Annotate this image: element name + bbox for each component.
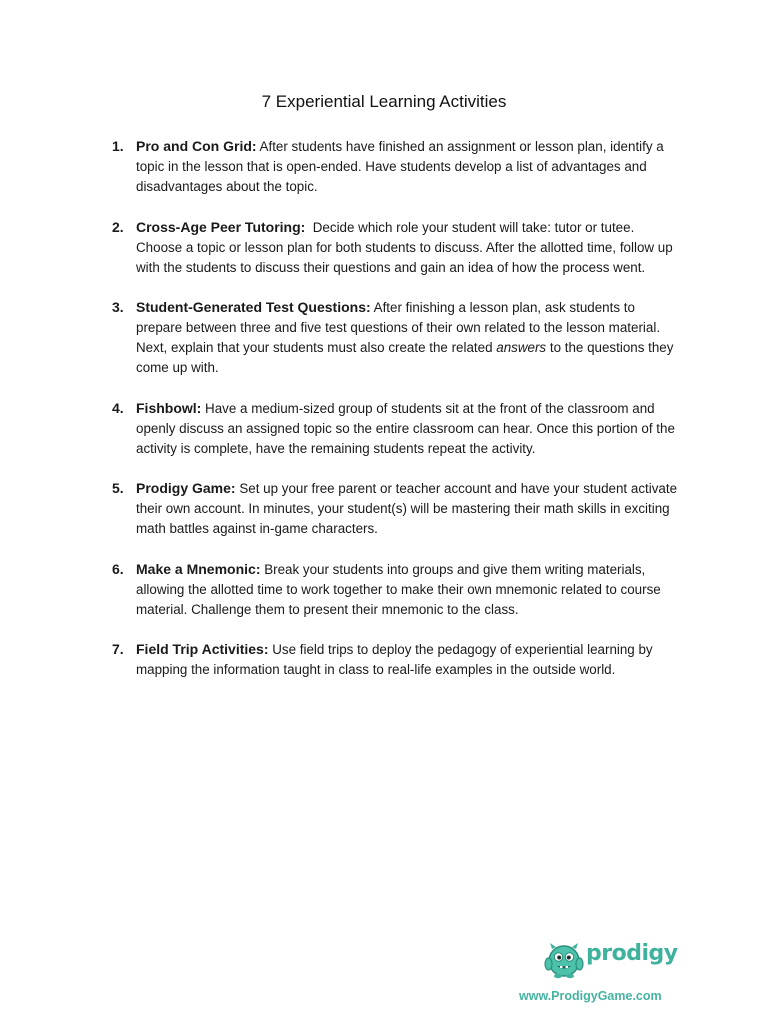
item-heading: Cross-Age Peer Tutoring: xyxy=(136,218,306,235)
item-body: After students have finished an assignment or lesson plan, identify a topic in the lesson that is open-ended. Have students develop a list of advantages and disadvantages about the topic. xyxy=(136,139,664,194)
activity-list xyxy=(112,136,680,700)
item-number: 2. xyxy=(112,218,124,235)
item-body: Decide which role your student will take: tutor or tutee. Choose a topic or lesson plan for both students to discuss. After the allotted time, follow up with the students to discuss their questions and gain an idea of how the process went. xyxy=(136,219,677,275)
list-item xyxy=(112,217,680,278)
item-body: After finishing a lesson plan, ask students to prepare between three and five test questions of their own related to the lesson material. Next, explain that your students must also create the related xyxy=(136,300,661,355)
page-title: 7 Experiential Learning Activities xyxy=(261,92,507,111)
item-heading: Fishbowl: xyxy=(136,399,202,416)
logo-wordmark: prodigy xyxy=(586,941,678,966)
item-body: to the questions they come up with. xyxy=(136,340,674,375)
list-item xyxy=(112,639,680,680)
item-number: 7. xyxy=(112,641,124,657)
prodigy-logo xyxy=(544,938,678,982)
list-item xyxy=(112,398,680,459)
item-heading: Make a Mnemonic: xyxy=(136,560,261,577)
prodigy-monster-icon xyxy=(544,940,584,980)
list-item xyxy=(112,559,680,620)
item-body: Have a medium-sized group of students sit at the front of the classroom and openly discuss an assigned topic so the entire classroom can hear. Once this portion of the activity is complete, have the remaining students repeat the activity. xyxy=(136,400,675,456)
item-number: 4. xyxy=(112,399,124,416)
item-heading: Student-Generated Test Questions: xyxy=(136,299,371,315)
item-number: 1. xyxy=(112,138,124,154)
item-number: 5. xyxy=(112,480,124,496)
item-heading: Field Trip Activities: xyxy=(136,641,269,657)
item-body: Use field trips to deploy the pedagogy of experiential learning by mapping the information taught in class to real-life examples in the outside world. xyxy=(136,642,653,677)
item-number: 3. xyxy=(112,299,124,315)
list-item xyxy=(112,297,680,378)
item-body-emphasis: answers xyxy=(496,340,547,355)
item-heading: Prodigy Game: xyxy=(136,480,236,496)
list-item xyxy=(112,478,680,539)
site-url-link[interactable]: www.ProdigyGame.com xyxy=(519,989,662,1003)
item-heading: Pro and Con Grid: xyxy=(136,138,257,154)
list-item xyxy=(112,136,680,197)
item-number: 6. xyxy=(112,560,124,577)
item-body: Break your students into groups and give them writing materials, allowing the allotted time to work together to make their own mnemonic related to course material. Challenge them to present their mnemonic to the class. xyxy=(136,561,661,617)
item-body: Set up your free parent or teacher account and have your student activate their own account. In minutes, your student(s) will be mastering their math skills in exciting math battles against in-game characters. xyxy=(136,481,678,536)
